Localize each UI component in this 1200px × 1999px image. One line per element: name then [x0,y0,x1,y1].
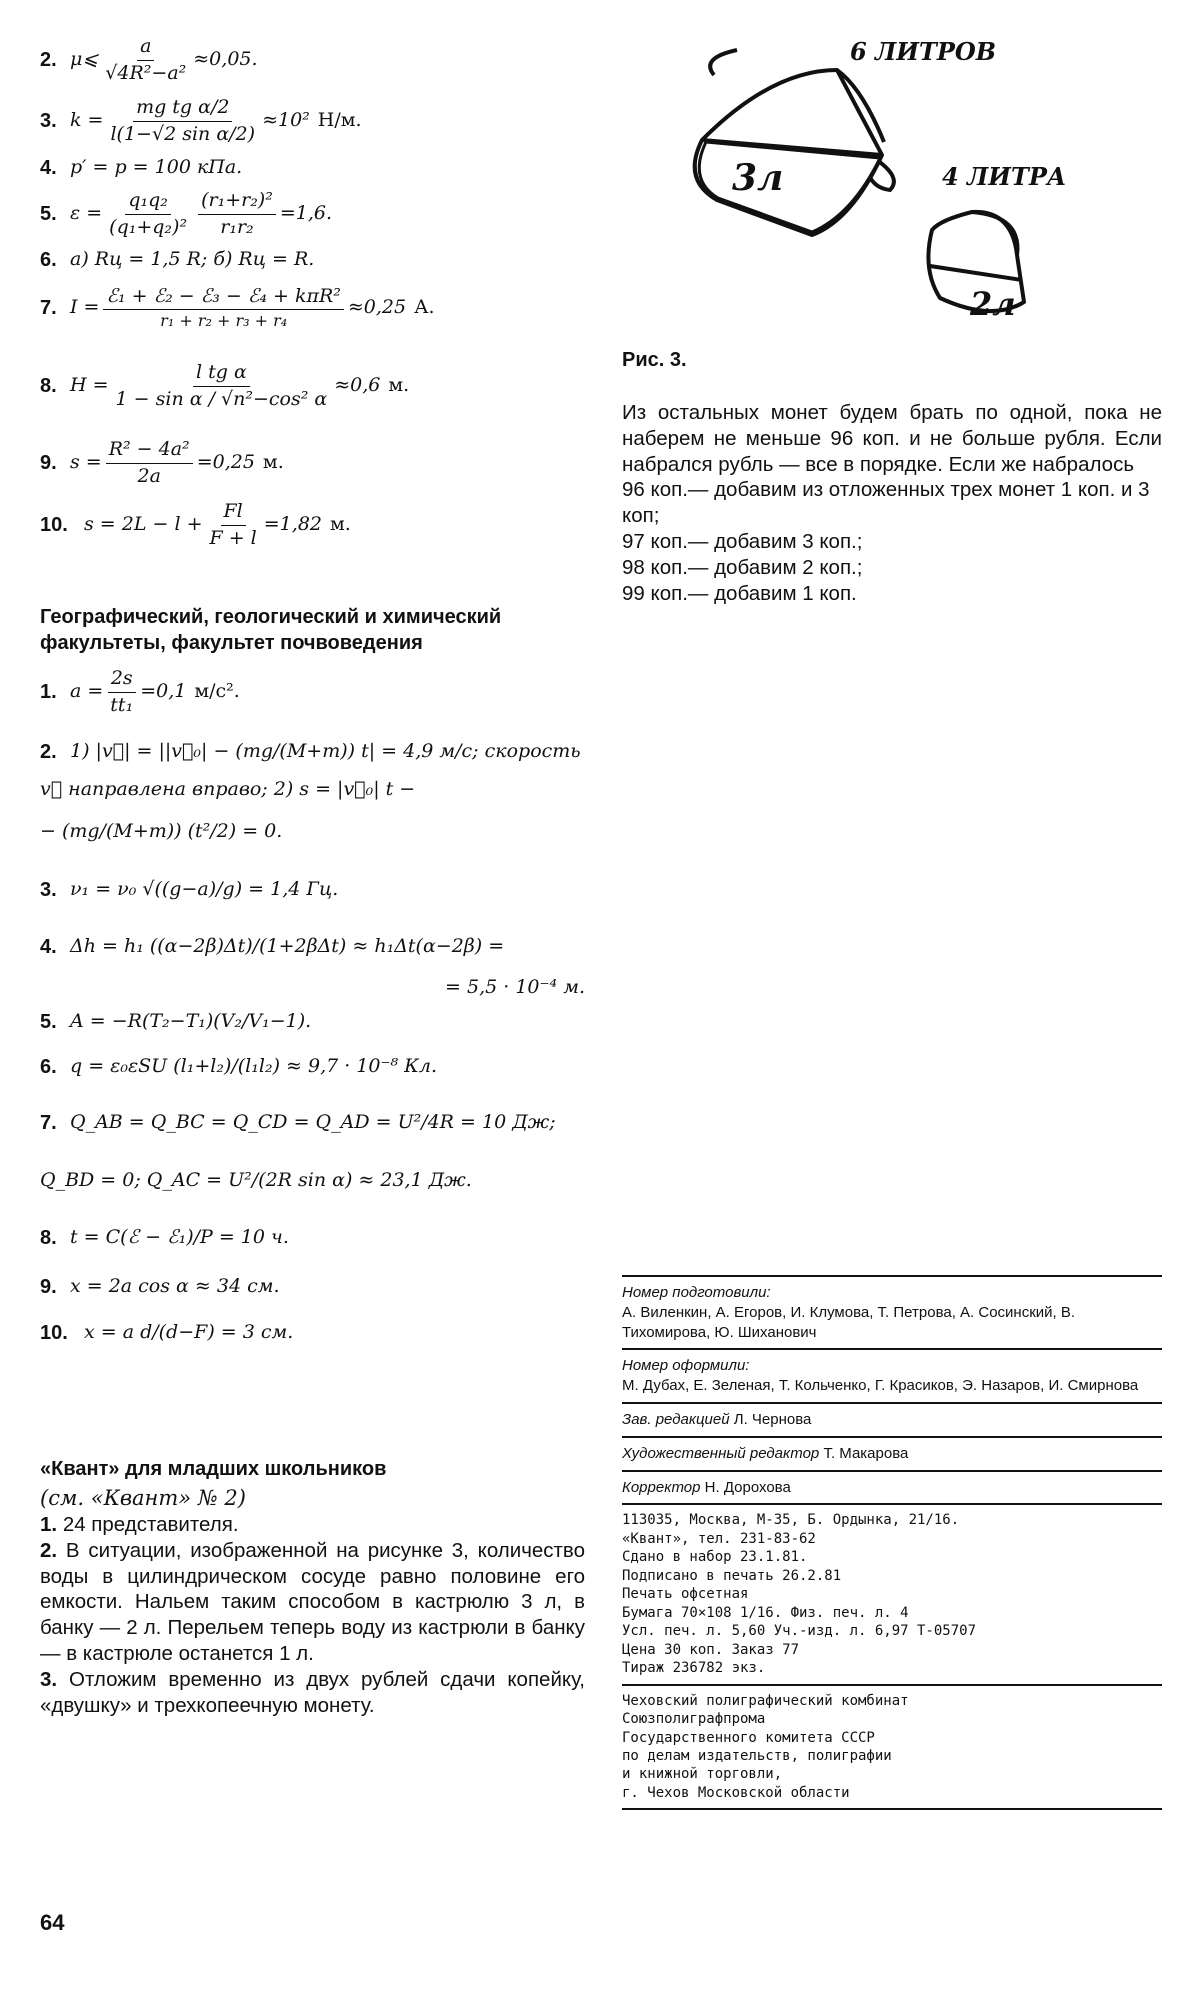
page-number: 64 [40,1910,65,1935]
credits-imprint: 113035, Москва, М-35, Б. Ордынка, 21/16. «Квант», тел. 231-83-62 Сдано в набор 23.1.81. Подписано в печать 26.2.81 Печать офсетная Бумага 70×108 1/16. Физ. печ. л. 4 Усл. печ. л. 5,60 Уч.-изд. л. 6,97 Т-05707 Цена 30 коп. Заказ 77 Тираж 236782 экз. [622,1503,1162,1683]
list-item: 99 коп.— добавим 1 коп. [622,581,857,605]
answer-geo-5: 5. A = −R(T₂−T₁)(V₂/V₁−1). [40,1010,312,1033]
coin-solution-paragraph: Из остальных монет будем брать по одной, пока не наберем не меньше 96 коп. и не больше рубля. Если набрался рубль — все в порядке. Если же набралось [622,401,1162,476]
credits-printer: Чеховский полиграфический комбинат Союзполиграфпрома Государственного комитета СССР по делам издательств, полиграфии и книжной торговли, г. Чехов Московской области [622,1684,1162,1811]
answer-geo-6: 6. q = ε₀εSU (l₁+l₂)/(l₁l₂) ≈ 9,7 · 10⁻⁸ Кл. [40,1055,438,1078]
answers-part1 [40,30,585,556]
list-item: 2. В ситуации, изображенной на рисунке 3, количество воды в цилиндрическом сосуде равно половине его емкости. Нальем таким способом в кастрюлю 3 л, в банку — 2 л. Перельем теперь воду из кастрюли в банку — в кастрюле останется 1 л. [40,1538,585,1666]
vessels-illustration [622,30,1162,345]
section-subtitle: (см. «Квант» № 2) [40,1486,246,1510]
answer-geo-1: 1. a = $\frac{2s}{\text{tt₁}}$ =0,1 м/с². [40,666,240,716]
answer-geo-9: 9. x = 2a cos α ≈ 34 см. [40,1275,280,1298]
answer-number: 2. [40,48,57,71]
label-4-litres: 4 ЛИТРА [942,162,1067,191]
section-geo-chem [40,604,585,1358]
figure-3 [622,30,1162,345]
answer-3: 3. k = $\frac{\text{mg tg α/2}}{\text{l(1−√2 sin α/2)}}$ ≈10² Н/м. [40,95,362,145]
answer-6: 6. а) Rц = 1,5 R; б) Rц = R. [40,248,315,271]
answer-geo-8: 8. t = C(ℰ − ℰ₁)/P = 10 ч. [40,1226,289,1249]
list-item: 98 коп.— добавим 2 коп.; [622,555,863,579]
credits-design: Номер оформили: М. Дубах, Е. Зеленая, Т. Кольченко, Г. Красиков, Э. Назаров, И. Смирнова [622,1348,1162,1402]
section-title: Географический, геологический и химический факультеты, факультет почвоведения [40,606,502,654]
credits [622,1275,1162,1810]
coin-solution-list [622,477,1162,606]
section-title: «Квант» для младших школьников [40,1458,387,1480]
credits-corrector: Корректор Н. Дорохова [622,1470,1162,1504]
list-item: 96 коп.— добавим из отложенных трех монет 1 коп. и 3 коп; [622,478,1150,528]
answer-geo-7: 7. Q_AB = Q_BC = Q_CD = Q_AD = U²/4R = 10 Дж; Q_BD = 0; Q_AC = U²/(2R sin α) ≈ 23,1 Дж. [40,1111,556,1192]
answer-geo-4: 4. Δh = h₁ ((α−2β)Δt)/(1+2βΔt) ≈ h₁Δt(α−2β) = = 5,5 · 10⁻⁴ м. [40,935,585,999]
figure-caption: Рис. 3. [622,349,687,371]
list-item: 97 коп.— добавим 3 коп.; [622,530,863,554]
label-6-litres: 6 ЛИТРОВ [850,37,997,66]
big-vessel-mark: 3л [732,157,784,199]
answer-8: 8. H = $\frac{\text{l tg α}}{\text{1 − sin α / √n²−cos² α}}$ ≈0,6 м. [40,360,410,410]
credits-art-editor: Художественный редактор Т. Макарова [622,1436,1162,1470]
list-item: 1. 24 представителя. [40,1513,239,1536]
small-vessel-mark: 2л [970,285,1016,323]
answer-4: 4. p′ = p = 100 кПа. [40,156,243,179]
left-column [40,30,585,1719]
answer-geo-10: 10. x = a d/(d−F) = 3 см. [40,1321,294,1344]
answer-5: 5. ε = $\frac{\text{q₁q₂}}{\text{(q₁+q₂)²}}$ $\frac{\text{(r₁+r₂)²}}{\text{r₁r₂}}$ =1,6. [40,188,333,238]
answer-geo-3: 3. ν₁ = ν₀ √((g−a)/g) = 1,4 Гц. [40,878,339,901]
answer-geo-2: 2. 1) |v⃗| = ||v⃗₀| − (mg/(M+m)) t| = 4,9 м/с; скорость v⃗ направлена вправо; 2) s = |v⃗₀| t − − (mg/(M+m)) (t²/2) = 0. [40,740,581,843]
answer-2: 2. μ⩽ $\frac{a}{\text{√4R²−a²}}$ ≈0,05. [40,34,258,84]
list-item: 3. Отложим временно из двух рублей сдачи копейку, «двушку» и трехкопеечную монету. [40,1667,585,1717]
section-kvant-junior [40,1456,585,1719]
credits-editor: Зав. редакцией Л. Чернова [622,1402,1162,1436]
credits-prepared: Номер подготовили: А. Виленкин, А. Егоров, И. Клумова, Т. Петрова, А. Сосинский, В. Тихомирова, Ю. Шиханович [622,1275,1162,1348]
right-column [622,30,1162,1801]
answer-9: 9. s = $\frac{\text{R² − 4a²}}{2a}$ =0,25 м. [40,437,284,487]
answer-10: 10. s = 2L − l + $\frac{Fl}{F + l}$ =1,82 м. [40,499,351,549]
answer-7: 7. I = $\frac{\text{ℰ₁ + ℰ₂ − ℰ₃ − ℰ₄ + kπR²}}{\text{r₁ + r₂ + r₃ + r₄}}$ ≈0,25 А. [40,284,435,331]
